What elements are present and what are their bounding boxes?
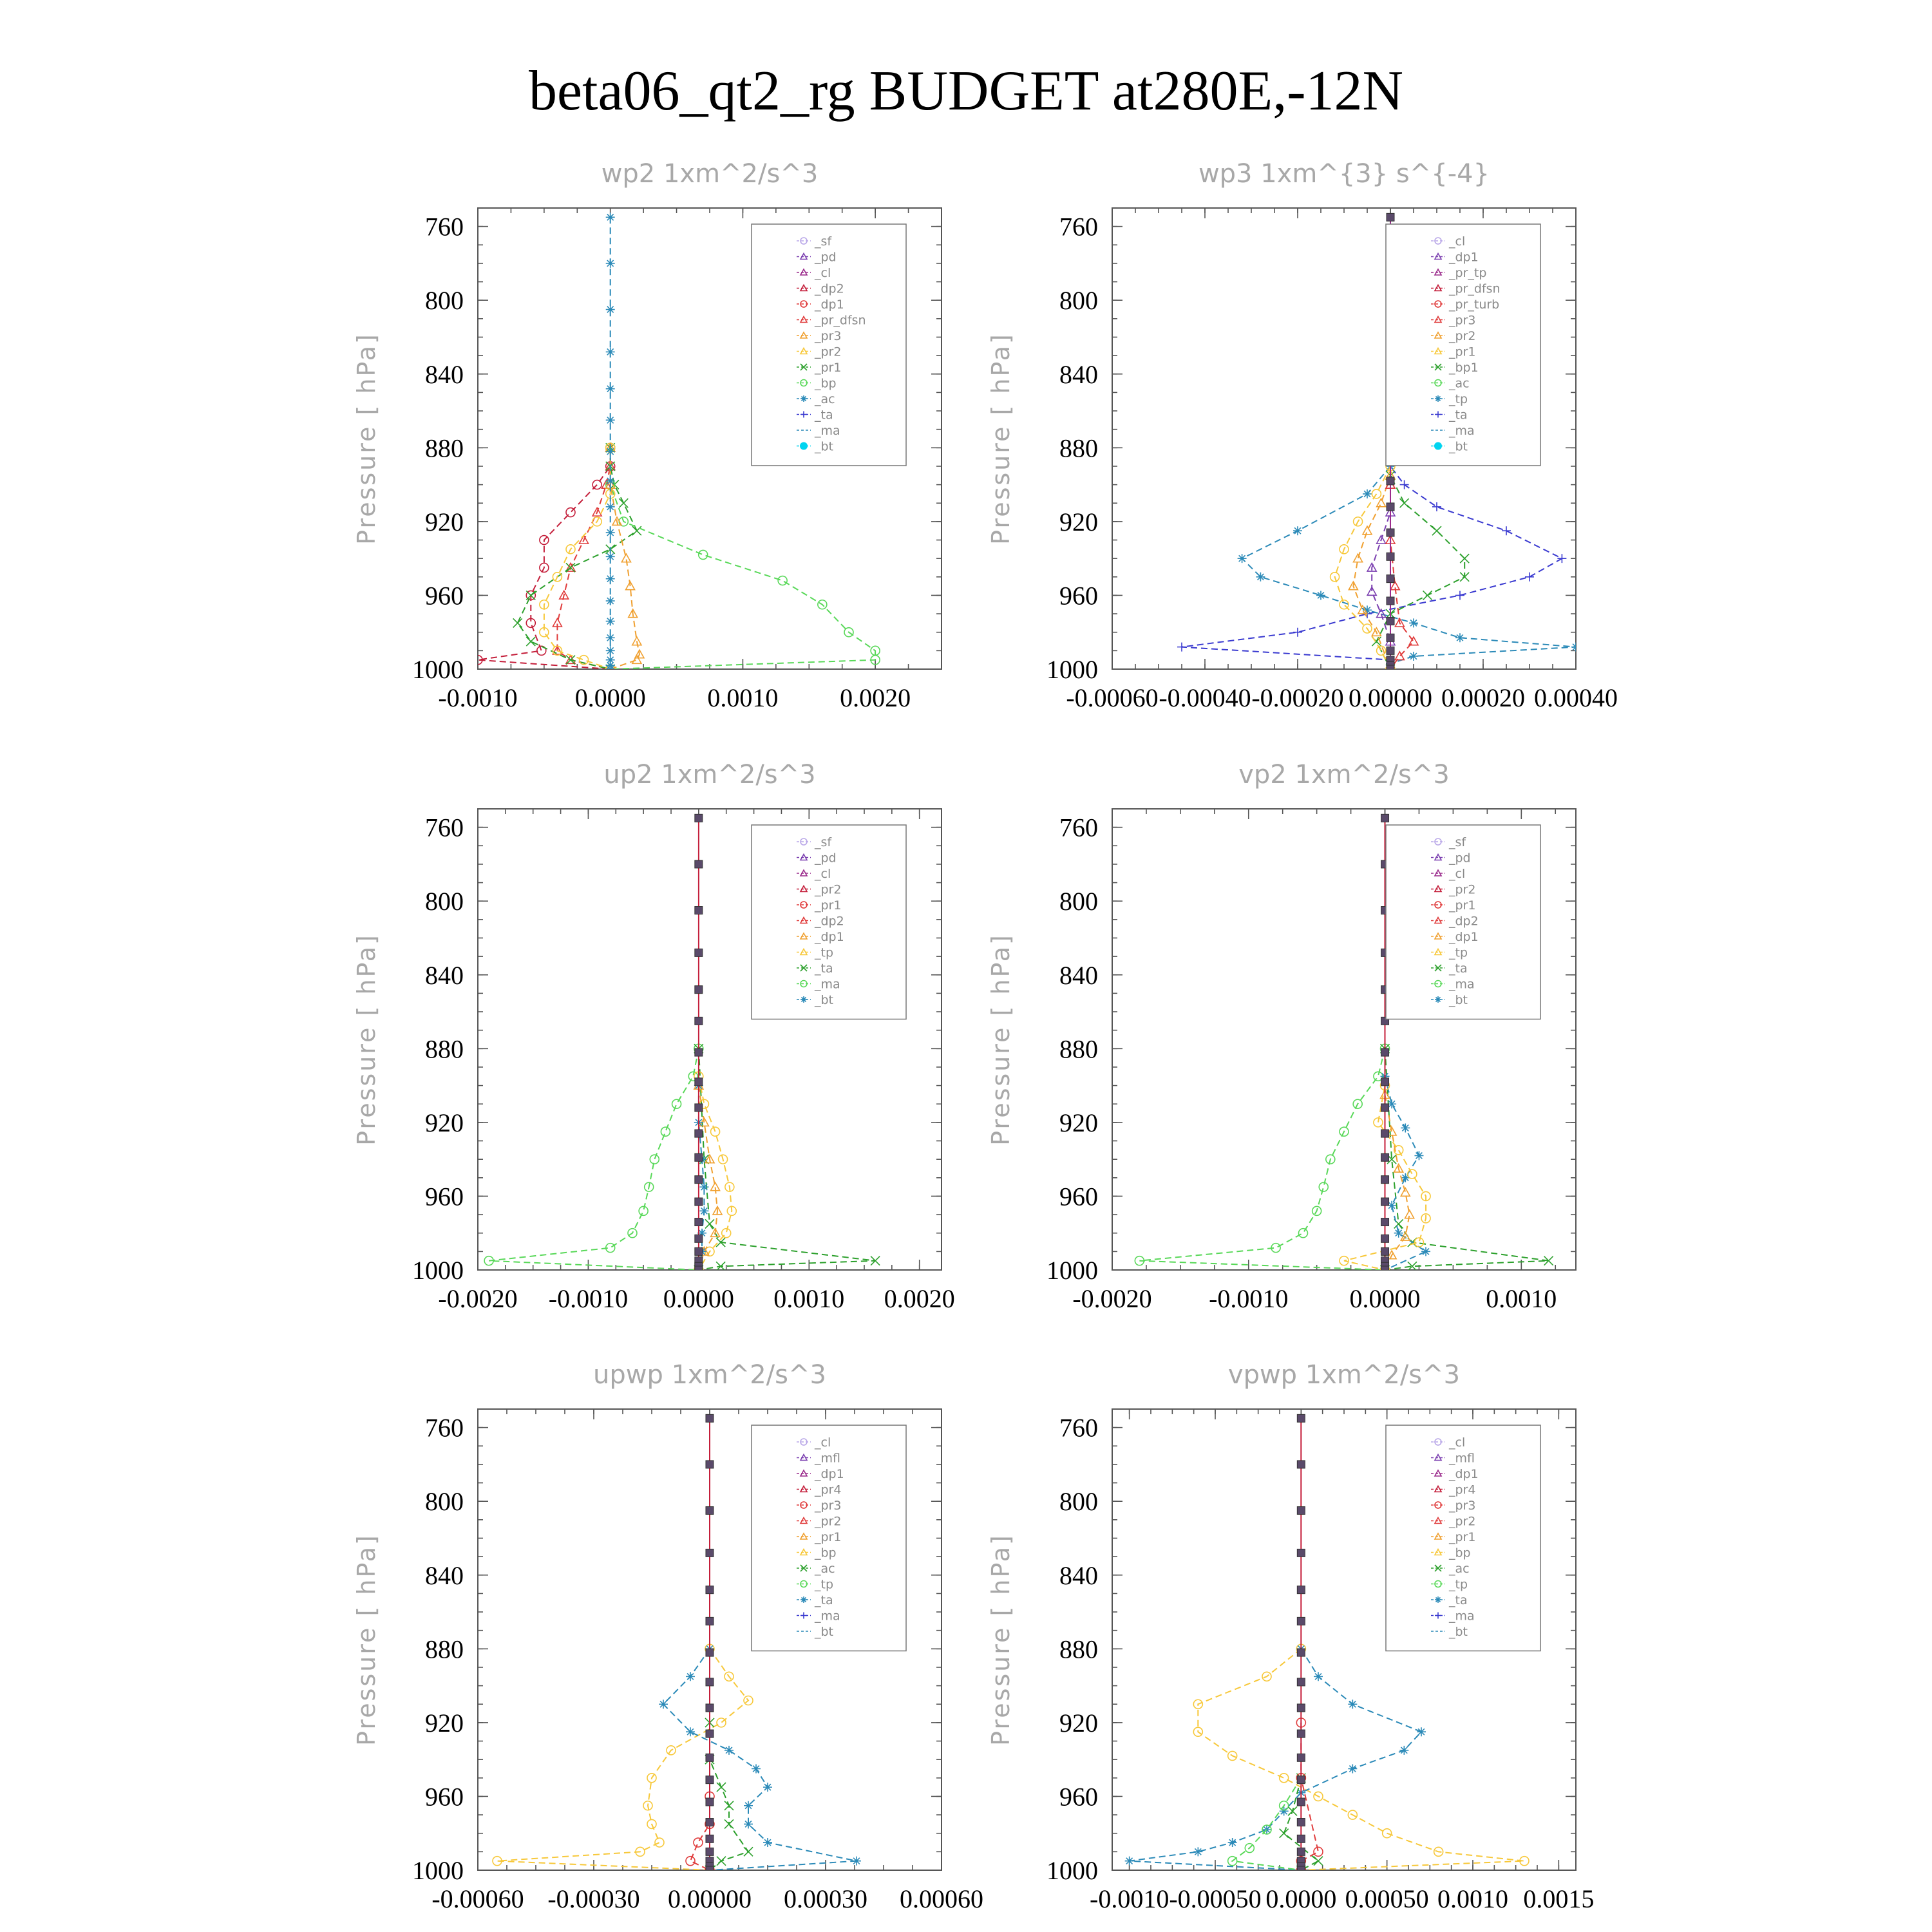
data-point xyxy=(1297,1461,1305,1468)
legend-entry: _bt xyxy=(815,993,834,1007)
data-point xyxy=(1381,1198,1389,1206)
y-tick-label: 840 xyxy=(425,1560,464,1590)
data-point xyxy=(1387,477,1394,485)
legend-entry: _tp xyxy=(1449,392,1468,406)
legend-entry: _bt xyxy=(1449,993,1468,1007)
data-point xyxy=(1297,1848,1305,1855)
x-tick-label: -0.0010 xyxy=(1090,1884,1170,1913)
data-point xyxy=(706,1617,714,1625)
y-tick-label: 960 xyxy=(1059,581,1098,611)
y-tick-label: 960 xyxy=(1059,1782,1098,1812)
legend-entry: _pr_turb xyxy=(1449,298,1500,312)
x-tick-label: -0.00060 xyxy=(431,1884,524,1913)
y-tick-label: 840 xyxy=(425,359,464,389)
legend-entry: _pr2 xyxy=(1449,882,1476,897)
legend-entry: _pr_tp xyxy=(1449,266,1487,280)
data-point xyxy=(1348,1700,1357,1709)
legend-entry: _ma xyxy=(1449,424,1475,438)
data-point xyxy=(1381,1235,1389,1242)
y-tick-label: 880 xyxy=(425,1634,464,1664)
y-tick-label: 880 xyxy=(1059,1034,1098,1064)
data-point xyxy=(695,1130,703,1137)
legend-entry: _pr1 xyxy=(1449,898,1476,913)
data-point xyxy=(695,1247,703,1255)
legend-entry: _cl xyxy=(815,1435,831,1450)
y-tick-label: 840 xyxy=(1059,960,1098,990)
legend-entry: _pr3 xyxy=(1449,313,1476,328)
legend xyxy=(1386,224,1540,466)
data-point xyxy=(1297,1549,1305,1557)
legend-marker xyxy=(1435,1596,1441,1603)
x-tick-label: -0.0010 xyxy=(438,683,518,712)
legend-marker xyxy=(800,442,808,450)
y-tick-label: 760 xyxy=(1059,212,1098,242)
panel-title: wp2 1xm^2/s^3 xyxy=(601,159,819,189)
data-point xyxy=(706,1704,714,1712)
x-tick-label: 0.00020 xyxy=(1441,683,1525,712)
data-point xyxy=(744,1801,753,1810)
legend xyxy=(1386,1425,1540,1651)
data-point xyxy=(1297,1678,1305,1686)
y-tick-label: 920 xyxy=(1059,1708,1098,1738)
data-point xyxy=(1297,1586,1305,1594)
legend-entry: _pr1 xyxy=(1449,345,1476,359)
legend-entry: _bp xyxy=(815,1546,837,1560)
y-tick-label: 920 xyxy=(425,507,464,536)
data-point xyxy=(695,860,703,868)
legend-entry: _pr4 xyxy=(815,1482,842,1497)
y-axis-label: Pressure [ hPa] xyxy=(987,1533,1015,1746)
y-tick-label: 840 xyxy=(1059,359,1098,389)
data-point xyxy=(695,949,703,956)
y-tick-label: 880 xyxy=(425,1034,464,1064)
legend-entry: _ac xyxy=(1449,1562,1470,1576)
data-point xyxy=(695,1235,703,1242)
legend xyxy=(1386,825,1540,1019)
y-tick-label: 800 xyxy=(425,887,464,916)
legend-entry: _ma xyxy=(1449,1609,1475,1624)
y-tick-label: 920 xyxy=(1059,1108,1098,1137)
y-tick-label: 760 xyxy=(425,1413,464,1443)
legend-marker xyxy=(1435,395,1441,402)
y-tick-label: 1000 xyxy=(1046,1256,1098,1285)
x-tick-label: 0.0000 xyxy=(574,683,646,712)
legend-entry: _ta xyxy=(815,961,833,976)
legend-entry: _ta xyxy=(815,1593,833,1607)
legend-entry: _bt xyxy=(1449,439,1468,454)
data-point xyxy=(1297,1704,1305,1712)
legend-entry: _dp2 xyxy=(815,914,844,929)
panel-title: upwp 1xm^2/s^3 xyxy=(593,1360,826,1390)
x-tick-label: 0.00000 xyxy=(668,1884,752,1913)
data-point xyxy=(752,1764,761,1773)
legend-entry: _pr3 xyxy=(815,1499,842,1513)
data-point xyxy=(695,1078,703,1086)
legend-entry: _pr3 xyxy=(1449,1499,1476,1513)
x-tick-label: 0.0010 xyxy=(707,683,779,712)
data-point xyxy=(1348,1764,1357,1773)
legend-entry: _pr3 xyxy=(815,329,842,343)
legend xyxy=(752,1425,906,1651)
legend-entry: _tp xyxy=(1449,945,1468,960)
data-point xyxy=(1381,1218,1389,1226)
legend-entry: _bp1 xyxy=(1449,361,1479,375)
y-tick-label: 960 xyxy=(425,1782,464,1812)
data-point xyxy=(1297,1798,1305,1806)
data-point xyxy=(695,1048,703,1056)
legend-marker xyxy=(1435,996,1441,1003)
y-tick-label: 960 xyxy=(425,1182,464,1211)
data-point xyxy=(706,1507,714,1515)
data-point xyxy=(706,1754,714,1761)
data-point xyxy=(695,814,703,822)
y-tick-label: 920 xyxy=(1059,507,1098,536)
data-point xyxy=(1387,503,1394,511)
panel-title: up2 1xm^2/s^3 xyxy=(603,760,816,790)
data-point xyxy=(1314,1672,1323,1681)
y-tick-label: 800 xyxy=(1059,887,1098,916)
x-tick-label: -0.0020 xyxy=(1072,1284,1152,1313)
data-point xyxy=(1381,1048,1389,1056)
data-point xyxy=(1381,814,1389,822)
x-tick-label: 0.0010 xyxy=(1437,1884,1508,1913)
data-point xyxy=(1381,1130,1389,1137)
legend-entry: _dp2 xyxy=(1449,914,1479,929)
panel-title: vp2 1xm^2/s^3 xyxy=(1238,760,1450,790)
legend-entry: _pr1 xyxy=(815,898,842,913)
data-point xyxy=(706,1730,714,1738)
legend-entry: _pd xyxy=(815,250,837,265)
legend-entry: _dp1 xyxy=(815,1467,844,1481)
legend-entry: _tp xyxy=(1449,1577,1468,1592)
panel-title: wp3 1xm^{3} s^{-4} xyxy=(1198,159,1490,189)
legend-entry: _ma xyxy=(1449,977,1475,992)
legend-entry: _pr_dfsn xyxy=(815,313,866,328)
legend-entry: _pr2 xyxy=(815,345,842,359)
legend-entry: _mfl xyxy=(1449,1451,1475,1466)
y-tick-label: 760 xyxy=(1059,813,1098,842)
legend-entry: _pr4 xyxy=(1449,1482,1476,1497)
data-point xyxy=(695,1104,703,1112)
legend-entry: _dp1 xyxy=(1449,250,1479,265)
legend-entry: _ta xyxy=(1449,1593,1468,1607)
data-point xyxy=(1387,213,1394,221)
data-point xyxy=(1297,1507,1305,1515)
legend-entry: _ta xyxy=(815,408,833,422)
data-point xyxy=(695,1017,703,1025)
y-tick-label: 1000 xyxy=(412,1856,464,1885)
y-tick-label: 840 xyxy=(1059,1560,1098,1590)
x-tick-label: 0.0020 xyxy=(884,1284,955,1313)
legend-entry: _tp xyxy=(815,945,834,960)
legend-entry: _sf xyxy=(815,234,832,249)
data-point xyxy=(706,1798,714,1806)
data-point xyxy=(1297,1776,1305,1784)
data-point xyxy=(1394,1229,1403,1238)
data-point xyxy=(706,1835,714,1842)
data-point xyxy=(1421,1247,1430,1256)
legend-entry: _ma xyxy=(815,977,840,992)
data-point xyxy=(706,1848,714,1855)
x-tick-label: 0.00060 xyxy=(900,1884,983,1913)
data-point xyxy=(1297,1835,1305,1842)
legend-entry: _ac xyxy=(815,392,835,406)
x-tick-label: -0.00060 xyxy=(1066,683,1159,712)
y-axis-label: Pressure [ hPa] xyxy=(987,933,1015,1146)
y-axis-label: Pressure [ hPa] xyxy=(352,332,381,545)
data-point xyxy=(1297,1617,1305,1625)
data-point xyxy=(1297,1754,1305,1761)
data-point xyxy=(695,1218,703,1226)
x-tick-label: 0.00040 xyxy=(1534,683,1618,712)
data-point xyxy=(659,1700,668,1709)
data-point xyxy=(706,1819,714,1826)
legend-entry: _pr1 xyxy=(1449,1530,1476,1544)
legend-entry: _mfl xyxy=(815,1451,840,1466)
data-point xyxy=(686,1672,695,1681)
data-point xyxy=(1387,529,1394,536)
y-tick-label: 960 xyxy=(1059,1182,1098,1211)
legend-entry: _sf xyxy=(815,835,832,849)
x-tick-label: 0.0000 xyxy=(663,1284,734,1313)
y-tick-label: 880 xyxy=(1059,433,1098,463)
legend-entry: _tp xyxy=(815,1577,834,1592)
x-tick-label: 0.0000 xyxy=(1265,1884,1337,1913)
legend-marker xyxy=(800,996,807,1003)
y-tick-label: 800 xyxy=(1059,1487,1098,1517)
y-tick-label: 880 xyxy=(425,433,464,463)
data-point xyxy=(1316,591,1325,600)
legend xyxy=(752,224,906,466)
y-axis-label: Pressure [ hPa] xyxy=(352,933,381,1146)
x-tick-label: 0.0020 xyxy=(840,683,911,712)
data-point xyxy=(686,1727,695,1736)
legend-entry: _pr2 xyxy=(815,882,842,897)
legend-entry: _cl xyxy=(1449,867,1466,881)
legend-entry: _ma xyxy=(815,424,840,438)
y-tick-label: 760 xyxy=(425,212,464,242)
data-point xyxy=(706,1678,714,1686)
data-point xyxy=(1387,647,1394,654)
data-point xyxy=(1387,575,1394,583)
data-point xyxy=(706,1549,714,1557)
data-point xyxy=(706,1586,714,1594)
x-tick-label: 0.00030 xyxy=(784,1884,867,1913)
x-tick-label: -0.0010 xyxy=(1209,1284,1289,1313)
data-point xyxy=(1387,618,1394,625)
legend-entry: _dp1 xyxy=(1449,1467,1479,1481)
data-point xyxy=(1387,553,1394,560)
legend-marker xyxy=(800,395,807,402)
data-point xyxy=(1297,1649,1305,1656)
legend-entry: _ac xyxy=(815,1562,835,1576)
data-point xyxy=(1297,1414,1305,1422)
y-axis-label: Pressure [ hPa] xyxy=(987,332,1015,545)
legend-entry: _ta xyxy=(1449,408,1468,422)
legend-entry: _pd xyxy=(815,851,837,866)
panel-title: vpwp 1xm^2/s^3 xyxy=(1227,1360,1461,1390)
data-point xyxy=(699,1182,708,1191)
data-point xyxy=(763,1838,772,1847)
legend-entry: _pr2 xyxy=(1449,1514,1476,1529)
y-tick-label: 1000 xyxy=(412,655,464,684)
x-tick-label: 0.0010 xyxy=(1486,1284,1557,1313)
x-tick-label: -0.0010 xyxy=(548,1284,629,1313)
y-tick-label: 760 xyxy=(1059,1413,1098,1443)
data-point xyxy=(695,986,703,994)
data-point xyxy=(706,1414,714,1422)
legend-entry: _dp1 xyxy=(1449,930,1479,944)
legend-entry: _sf xyxy=(1449,835,1466,849)
y-axis-label: Pressure [ hPa] xyxy=(352,1533,381,1746)
legend-marker xyxy=(1434,442,1442,450)
y-tick-label: 840 xyxy=(425,960,464,990)
data-point xyxy=(852,1857,861,1866)
legend-entry: _bt xyxy=(1449,1625,1468,1639)
data-point xyxy=(1297,1730,1305,1738)
legend-entry: _dp1 xyxy=(815,298,844,312)
legend-entry: _pr2 xyxy=(815,1514,842,1529)
y-tick-label: 920 xyxy=(425,1708,464,1738)
data-point xyxy=(1417,1727,1426,1736)
data-point xyxy=(1381,1153,1389,1161)
x-tick-label: 0.0000 xyxy=(1349,1284,1421,1313)
data-point xyxy=(695,1198,703,1206)
figure-title: beta06_qt2_rg BUDGET at280E,-12N xyxy=(528,60,1404,122)
data-point xyxy=(724,1746,734,1755)
x-tick-label: 0.0015 xyxy=(1523,1884,1595,1913)
data-point xyxy=(744,1819,753,1828)
x-tick-label: -0.0020 xyxy=(438,1284,518,1313)
y-tick-label: 1000 xyxy=(412,1256,464,1285)
x-tick-label: 0.0010 xyxy=(773,1284,845,1313)
legend-entry: _cl xyxy=(815,867,831,881)
y-tick-label: 800 xyxy=(425,1487,464,1517)
legend-entry: _cl xyxy=(1449,234,1466,249)
y-tick-label: 800 xyxy=(1059,286,1098,316)
legend-entry: _bt xyxy=(815,439,834,454)
legend xyxy=(752,825,906,1019)
legend-entry: _dp1 xyxy=(815,930,844,944)
data-point xyxy=(695,1176,703,1184)
data-point xyxy=(1381,1176,1389,1184)
legend-entry: _pr2 xyxy=(1449,329,1476,343)
legend-entry: _pr1 xyxy=(815,1530,842,1544)
legend-entry: _ac xyxy=(1449,376,1470,391)
legend-entry: _pr_dfsn xyxy=(1449,281,1501,296)
legend-marker xyxy=(800,1596,807,1603)
data-point xyxy=(706,1776,714,1784)
legend-entry: _bt xyxy=(815,1625,834,1639)
x-tick-label: -0.00020 xyxy=(1251,683,1344,712)
data-point xyxy=(1381,1247,1389,1255)
y-tick-label: 800 xyxy=(425,286,464,316)
data-point xyxy=(706,1461,714,1468)
x-tick-label: 0.00000 xyxy=(1349,683,1432,712)
data-point xyxy=(1387,634,1394,641)
legend-entry: _bp xyxy=(815,376,837,391)
legend-entry: _pd xyxy=(1449,851,1471,866)
y-tick-label: 760 xyxy=(425,813,464,842)
legend-entry: _bp xyxy=(1449,1546,1471,1560)
y-tick-label: 880 xyxy=(1059,1634,1098,1664)
legend-entry: _ta xyxy=(1449,961,1468,976)
legend-entry: _cl xyxy=(815,266,831,280)
legend-entry: _dp2 xyxy=(815,281,844,296)
x-tick-label: -0.00030 xyxy=(547,1884,640,1913)
data-point xyxy=(1297,1819,1305,1826)
data-point xyxy=(1381,1078,1389,1086)
data-point xyxy=(695,907,703,914)
data-point xyxy=(1387,597,1394,605)
x-tick-label: -0.00040 xyxy=(1159,683,1251,712)
x-tick-label: 0.00050 xyxy=(1345,1884,1429,1913)
legend-entry: _pr1 xyxy=(815,361,842,375)
y-tick-label: 1000 xyxy=(1046,1856,1098,1885)
data-point xyxy=(1381,1104,1389,1112)
data-point xyxy=(706,1649,714,1656)
data-point xyxy=(1414,1151,1423,1160)
data-point xyxy=(1399,1746,1408,1755)
y-tick-label: 920 xyxy=(425,1108,464,1137)
legend-entry: _cl xyxy=(1449,1435,1466,1450)
y-tick-label: 960 xyxy=(425,581,464,611)
legend-entry: _ma xyxy=(815,1609,840,1624)
data-point xyxy=(763,1783,772,1792)
y-tick-label: 1000 xyxy=(1046,655,1098,684)
data-point xyxy=(695,1153,703,1161)
x-tick-label: -0.00050 xyxy=(1169,1884,1262,1913)
